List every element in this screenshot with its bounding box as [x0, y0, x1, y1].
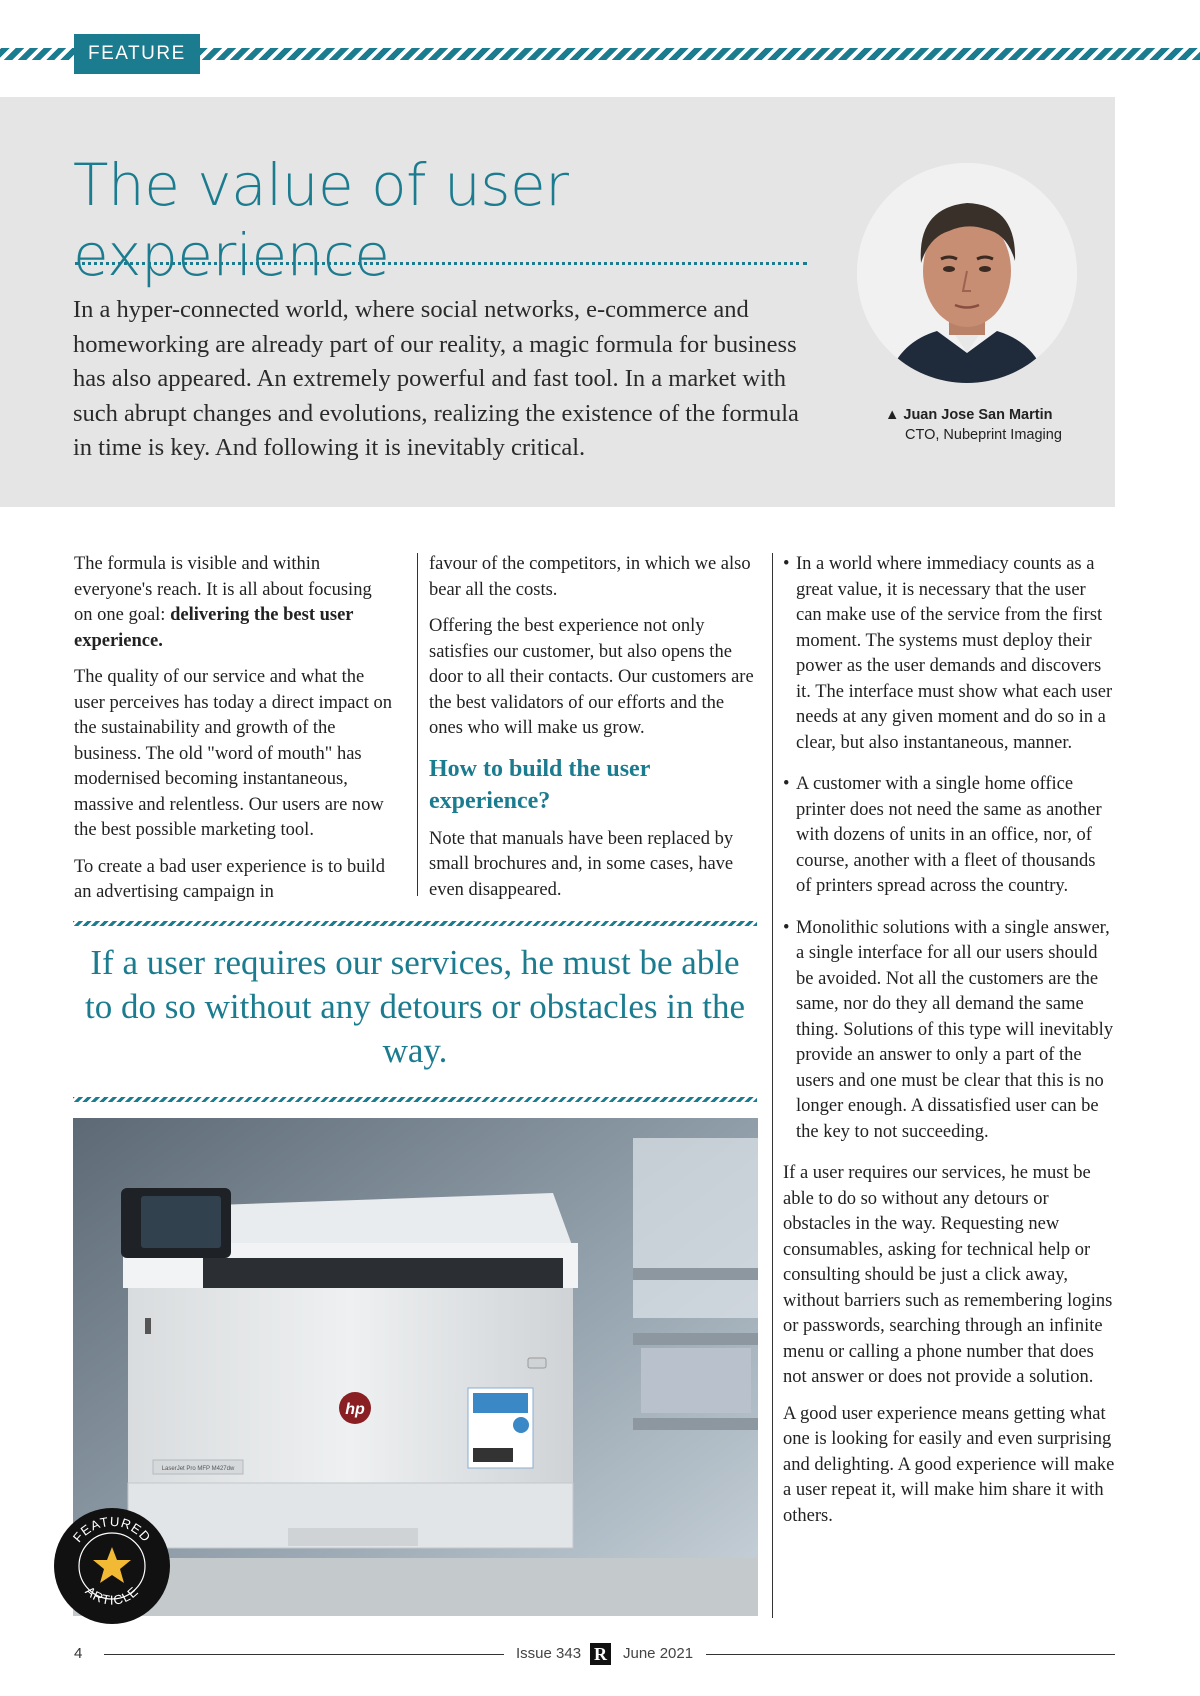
page-number: 4 — [74, 1645, 83, 1662]
author-role: CTO, Nubeprint Imaging — [905, 427, 1062, 443]
issue-date: June 2021 — [623, 1645, 694, 1662]
paragraph: Offering the best experience not only satisfies our customer, but also opens the door to all their contacts. Our customers are the best validators of our efforts and the ones who will make us grow. — [429, 616, 754, 738]
paragraph-text: The formula is visible and within everyone's reach. It is all about focusing on one goal: — [74, 554, 372, 625]
paragraph: To create a bad user experience is to build an advertising campaign in — [74, 856, 386, 902]
emphasis-text: delivering the best user experience. — [74, 605, 354, 651]
quote-rule-top — [73, 921, 757, 926]
bullet-list — [783, 552, 1115, 1145]
magazine-logo: R — [590, 1643, 611, 1665]
pull-quote: If a user requires our services, he must be able to do so without any detours or obstacles in the way. — [84, 943, 746, 1070]
column-divider — [772, 553, 773, 1618]
article-title: The value of user experience — [73, 151, 569, 289]
author-caption — [885, 405, 1105, 445]
author-portrait — [857, 163, 1077, 383]
paragraph: The quality of our service and what the user perceives has today a direct impact on the sustainability and growth of the business. The old "word of mouth" has modernised becoming instantaneous, massive and relentless. Our users are now the best possible marketing tool. — [74, 667, 392, 840]
list-item: • A customer with a single home office printer does not need the same as another with dozens of units in an office, nor, of course, another with a fleet of thousands of printers spread across the country. — [783, 772, 1115, 900]
title-divider — [75, 262, 807, 265]
footer-rule — [706, 1654, 1115, 1655]
issue-number: Issue 343 — [516, 1645, 582, 1662]
paragraph: Note that manuals have been replaced by small brochures and, in some cases, have even disappeared. — [429, 828, 734, 900]
footer-rule — [104, 1654, 504, 1655]
paragraph: A good user experience means getting what one is looking for easily and even surprising and delighting. A good experience will make a user repeat it, will make him share it with others. — [783, 1403, 1115, 1526]
column-divider — [417, 553, 418, 896]
paragraph: favour of the competitors, in which we also bear all the costs. — [429, 554, 751, 600]
list-item: • In a world where immediacy counts as a great value, it is necessary that the user can make use of the service from the first moment. The systems must deploy their power as the user demands and discovers it. The interface must show what each user needs at any given moment and do so in a clear, but also instantaneous, manner. — [783, 552, 1115, 756]
author-name: Juan Jose San Martin — [903, 407, 1053, 423]
author-name-line — [885, 405, 1105, 425]
printer-photo — [73, 1118, 758, 1616]
paragraph: If a user requires our services, he must be able to do so without any detours or obstacles in the way. Requesting new consumables, asking for technical help or consulting should be just a click away, without barriers such as remembering logins or passwords, searching through an infinite menu or calling a phone number that does not answer or does not provide a solution. — [783, 1163, 1113, 1387]
body-column-2 — [429, 552, 759, 914]
body-column-3 — [783, 552, 1115, 1540]
body-column-1 — [74, 552, 394, 917]
portrait-image — [857, 163, 1077, 383]
section-tag: FEATURE — [74, 34, 200, 74]
brand-logo: hp — [345, 1401, 365, 1418]
section-subheading: How to build the user experience? — [429, 755, 650, 814]
model-label: LaserJet Pro MFP M427dw — [161, 1466, 235, 1472]
badge-bottom-text: ARTICLE — [82, 1583, 142, 1608]
printer-image — [73, 1118, 758, 1616]
triangle-icon: ▲ — [885, 407, 900, 423]
list-item: • Monolithic solutions with a single answer, a single interface for all our users should be avoided. Not all the customers are the same, nor do they all demand the same thing. Solutions of this type will inevitably provide an answer to only a part of the users and one must be clear that this is no longer enough. A dissatisfied user can be the key to not succeeding. — [783, 916, 1115, 1146]
badge-top-text: FEATURED — [69, 1513, 155, 1546]
featured-article-badge — [53, 1507, 171, 1625]
article-lead: In a hyper-connected world, where social networks, e-commerce and homeworking are already part of our reality, a magic formula for business has also appeared. An extremely powerful and fast tool. In a market with such abrupt changes and evolutions, realizing the existence of the formula in time is key. And following it is inevitably critical. — [73, 296, 799, 461]
quote-rule-bottom — [73, 1097, 757, 1102]
paragraph — [74, 552, 394, 654]
